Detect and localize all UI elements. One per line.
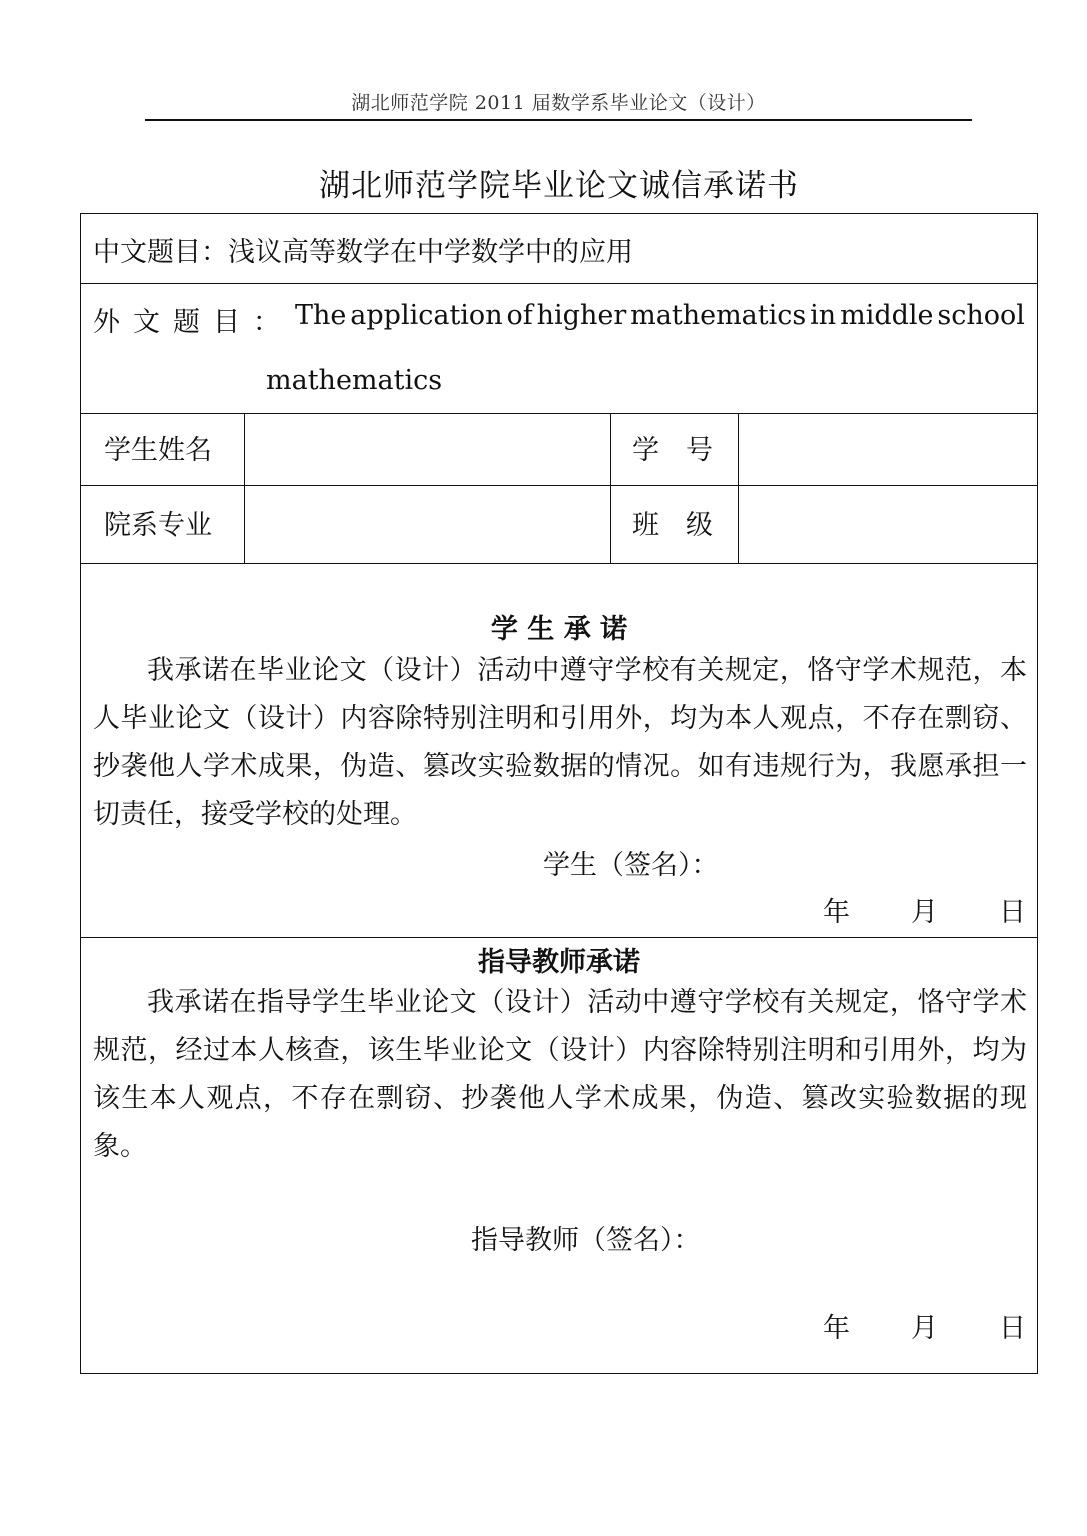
student-id-label: 学 号: [632, 435, 713, 466]
class-label: 班 级: [632, 510, 713, 541]
department-label: 院系专业: [104, 510, 212, 541]
foreign-title-word: school: [937, 300, 1025, 331]
student-pledge-heading: 学 生 承 诺: [490, 614, 628, 645]
class-value[interactable]: [750, 503, 1020, 539]
row-divider: [80, 485, 1038, 486]
row-divider: [80, 283, 1038, 284]
foreign-title-line-2: mathematics: [266, 365, 443, 396]
department-value[interactable]: [256, 503, 596, 539]
header-rule: [145, 119, 972, 121]
advisor-pledge-text: 我承诺在指导学生毕业论文（设计）活动中遵守学校有关规定，恪守学术规范，经过本人核查，该生毕业论文（设计）内容除特别注明和引用外，均为该生本人观点，不存在剽窃、抄袭他人学术成果，伪造、篡改实验数据的现象。: [93, 987, 1027, 1162]
advisor-date-year: 年: [823, 1313, 850, 1344]
student-id-value[interactable]: [750, 428, 1020, 464]
foreign-title-word: higher: [536, 300, 627, 331]
foreign-title-word: mathematics: [630, 300, 807, 331]
advisor-date-month: 月: [911, 1313, 938, 1344]
advisor-signature-label: 指导教师（签名）：: [471, 1225, 701, 1256]
running-header: 湖北师范学院 2011 届数学系毕业论文（设计）: [351, 92, 766, 114]
foreign-title-word: of: [506, 300, 533, 331]
student-name-label: 学生姓名: [104, 435, 212, 466]
advisor-pledge-heading: 指导教师承诺: [478, 947, 640, 978]
foreign-title-word: in: [810, 300, 837, 331]
foreign-title-word: middle: [840, 300, 934, 331]
foreign-title-word: application: [350, 300, 503, 331]
student-date-month: 月: [911, 897, 938, 928]
chinese-title-label: 中文题目：: [93, 237, 228, 268]
column-divider: [738, 413, 739, 563]
foreign-title-label: 外文题目：: [93, 307, 293, 338]
foreign-title-word: The: [295, 300, 347, 331]
document-title: 湖北师范学院毕业论文诚信承诺书: [319, 168, 799, 204]
chinese-title-value: 浅议高等数学在中学数学中的应用: [228, 237, 633, 268]
student-date-year: 年: [823, 897, 850, 928]
advisor-date-day: 日: [999, 1313, 1026, 1344]
row-divider: [80, 937, 1038, 938]
column-divider: [244, 413, 245, 563]
student-pledge-text: 我承诺在毕业论文（设计）活动中遵守学校有关规定，恪守学术规范，本人毕业论文（设计）内容除特别注明和引用外，均为本人观点，不存在剽窃、抄袭他人学术成果，伪造、篡改实验数据的情况。如有违规行为，我愿承担一切责任，接受学校的处理。: [93, 655, 1027, 830]
foreign-title-line-1: [295, 300, 1025, 331]
row-divider: [80, 413, 1038, 414]
student-signature-label: 学生（签名）：: [543, 850, 719, 881]
column-divider: [610, 413, 611, 563]
student-name-value[interactable]: [256, 428, 596, 464]
row-divider: [80, 563, 1038, 564]
chinese-title-row: [93, 230, 633, 269]
student-date-day: 日: [999, 897, 1026, 928]
